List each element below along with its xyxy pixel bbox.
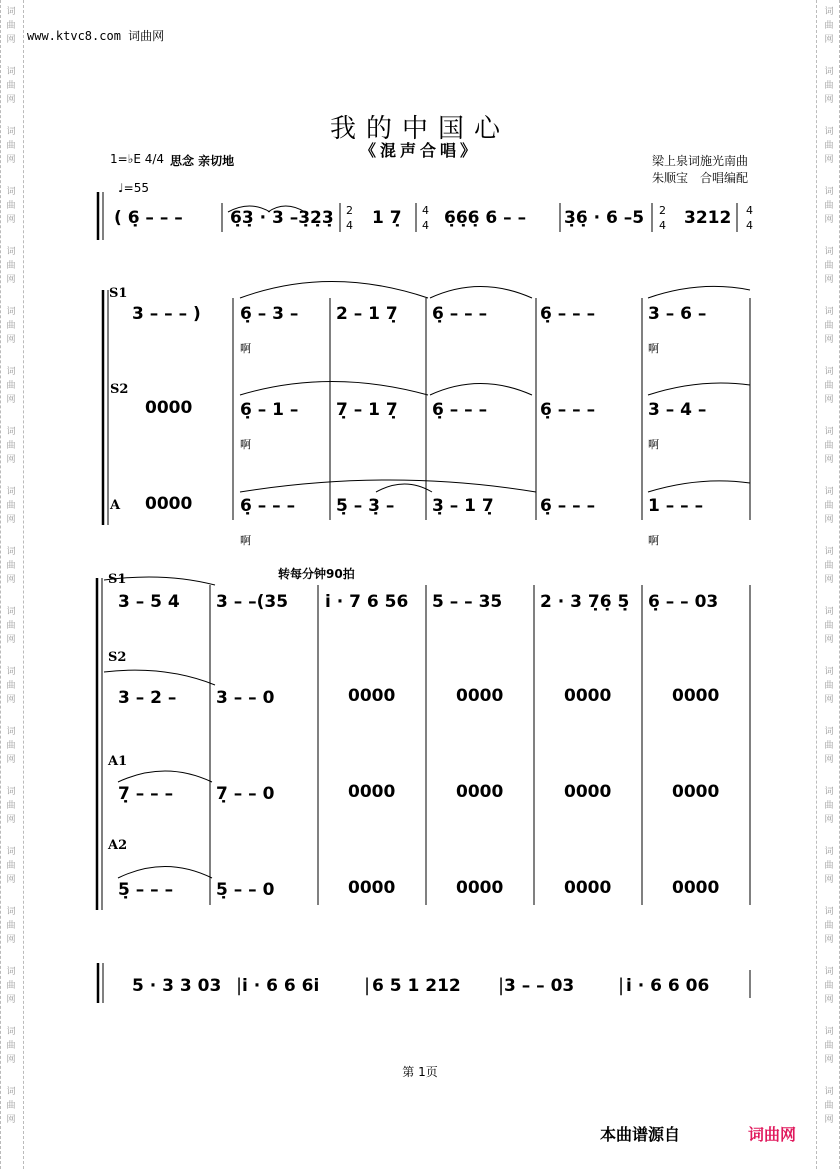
svg-text:|: | [618, 975, 625, 996]
watermark-glyph: 网 [824, 815, 834, 825]
watermark-glyph: 词 [6, 1027, 16, 1037]
part-label-s2: S2 [110, 382, 129, 397]
watermark-glyph: 网 [824, 455, 834, 465]
svg-text:6̣ – – –: 6̣ – – – [432, 304, 488, 324]
watermark-glyph: 词 [824, 907, 834, 917]
svg-text:3 – 4 –: 3 – 4 – [648, 400, 707, 420]
watermark-glyph: 曲 [824, 741, 834, 751]
watermark-glyph: 曲 [824, 981, 834, 991]
watermark-glyph: 网 [824, 95, 834, 105]
watermark-glyph: 网 [824, 935, 834, 945]
svg-text:3 – 6 –: 3 – 6 – [648, 304, 707, 324]
watermark-glyph: 网 [6, 395, 16, 405]
watermark-glyph: 曲 [824, 441, 834, 451]
s2-notes-b [118, 688, 275, 708]
svg-text:i · 6 6 06: i · 6 6 06 [626, 976, 710, 996]
watermark-glyph: 词 [6, 427, 16, 437]
svg-text:6̣ – – 03: 6̣ – – 03 [648, 592, 719, 612]
watermark-glyph: 网 [6, 155, 16, 165]
watermark-glyph: 词 [6, 847, 16, 857]
svg-text:5 · 3 3 03: 5 · 3 3 03 [132, 976, 222, 996]
rest-s2: 0000 [145, 398, 193, 418]
watermark-glyph: 词 [824, 787, 834, 797]
watermark-glyph: 网 [6, 935, 16, 945]
svg-text:4: 4 [346, 219, 353, 232]
rest-a2-m4: 0000 [456, 878, 504, 898]
arranger: 朱顺宝 合唱编配 [652, 171, 749, 185]
rest-a: 0000 [145, 494, 193, 514]
rest-a1-m5: 0000 [564, 782, 612, 802]
watermark-glyph: 曲 [6, 441, 16, 451]
svg-text:3 – 2 –: 3 – 2 – [118, 688, 177, 708]
watermark-glyph: 网 [6, 275, 16, 285]
svg-text:5̣ – 3̣ –: 5̣ – 3̣ – [336, 496, 395, 516]
watermark-glyph: 词 [824, 727, 834, 737]
svg-text:6̣ – 1 –: 6̣ – 1 – [240, 400, 299, 420]
watermark-glyph: 网 [6, 1115, 16, 1125]
watermark-glyph: 网 [824, 275, 834, 285]
svg-text:3 – – 0: 3 – – 0 [216, 688, 275, 708]
watermark-glyph: 词 [824, 127, 834, 137]
part-label-s1: S1 [109, 286, 128, 301]
watermark-glyph: 曲 [824, 321, 834, 331]
svg-text:2: 2 [659, 204, 666, 217]
watermark-glyph: 网 [6, 995, 16, 1005]
s2-notes-a [240, 400, 706, 420]
key-signature: 1=♭E 4/4 [110, 152, 165, 166]
watermark-glyph: 曲 [824, 801, 834, 811]
watermark-glyph: 曲 [824, 1041, 834, 1051]
watermark-glyph: 网 [824, 335, 834, 345]
watermark-glyph: 曲 [824, 261, 834, 271]
watermark-glyph: 网 [824, 215, 834, 225]
part-label-s1-b: S1 [108, 572, 127, 587]
watermark-glyph: 词 [824, 547, 834, 557]
lyricist-composer: 梁上泉词施光南曲 [652, 154, 749, 168]
svg-text:3212: 3212 [684, 208, 732, 228]
watermark-glyph: 曲 [6, 141, 16, 151]
svg-text:7̣ – 1 7̣: 7̣ – 1 7̣ [336, 400, 398, 420]
watermark-glyph: 网 [6, 215, 16, 225]
svg-text:3̣ – 1 7̣: 3̣ – 1 7̣ [432, 496, 494, 516]
watermark-glyph: 曲 [824, 21, 834, 31]
watermark-glyph: 网 [824, 695, 834, 705]
svg-text:( 6̣ – – –: ( 6̣ – – – [114, 208, 183, 228]
site-url[interactable]: www.ktvc8.com 词曲网 [27, 29, 165, 43]
watermark-glyph: 曲 [6, 861, 16, 871]
rest-a1-m3: 0000 [348, 782, 396, 802]
rest-a2-m6: 0000 [672, 878, 720, 898]
svg-text:6̣ – – –: 6̣ – – – [540, 496, 596, 516]
watermark-glyph: 曲 [6, 261, 16, 271]
alto-notes-a [240, 496, 703, 516]
intro-notes [114, 204, 753, 232]
tempo-change: 转每分钟90拍 [278, 567, 355, 581]
svg-text:7̣ – – 0: 7̣ – – 0 [216, 784, 275, 804]
svg-text:2 · 3 7̣6̣ 5̣: 2 · 3 7̣6̣ 5̣ [540, 592, 630, 612]
watermark-glyph: 曲 [6, 621, 16, 631]
watermark-glyph: 曲 [6, 81, 16, 91]
watermark-glyph: 曲 [824, 921, 834, 931]
watermark-glyph: 曲 [824, 1101, 834, 1111]
watermark-glyph: 词 [6, 547, 16, 557]
svg-text:6̣ – – –: 6̣ – – – [432, 400, 488, 420]
watermark-glyph: 词 [824, 67, 834, 77]
svg-text:|: | [236, 975, 243, 996]
part-label-s2-b: S2 [108, 650, 127, 665]
watermark-glyph: 词 [6, 487, 16, 497]
song-subtitle: 《混声合唱》 [359, 141, 480, 160]
svg-text:6̣ – – –: 6̣ – – – [240, 496, 296, 516]
watermark-glyph: 词 [824, 1087, 834, 1097]
watermark-glyph: 网 [824, 755, 834, 765]
watermark-glyph: 词 [824, 187, 834, 197]
watermark-glyph: 曲 [824, 561, 834, 571]
lyric-s1: 啊 [240, 342, 251, 355]
watermark-glyph: 词 [6, 607, 16, 617]
watermark-glyph: 曲 [824, 501, 834, 511]
watermark-glyph: 网 [824, 995, 834, 1005]
watermark-glyph: 网 [6, 755, 16, 765]
watermark-glyph: 词 [824, 367, 834, 377]
lyric-a: 啊 [240, 534, 251, 547]
watermark-glyph: 词 [824, 967, 834, 977]
brand-link[interactable]: 词曲网 [748, 1125, 797, 1144]
svg-text:5̣ – – 0: 5̣ – – 0 [216, 880, 275, 900]
svg-text:6̣ – 3 –: 6̣ – 3 – [240, 304, 299, 324]
svg-text:6̣ – – –: 6̣ – – – [540, 400, 596, 420]
watermark-glyph: 词 [6, 67, 16, 77]
svg-text:5̣ – – –: 5̣ – – – [118, 880, 174, 900]
watermark-glyph: 网 [6, 35, 16, 45]
rest-s2-m4: 0000 [456, 686, 504, 706]
svg-text:6̣6̣6̣ 6 – –: 6̣6̣6̣ 6 – – [444, 208, 527, 228]
watermark-glyph: 曲 [6, 741, 16, 751]
watermark-glyph: 词 [824, 607, 834, 617]
rest-a2-m5: 0000 [564, 878, 612, 898]
lyric-s2: 啊 [240, 438, 251, 451]
watermark-glyph: 网 [6, 575, 16, 585]
mood-marking: 思念 亲切地 [170, 154, 235, 168]
a1-notes-b [118, 784, 275, 804]
svg-text:1 7̣: 1 7̣ [372, 208, 402, 228]
watermark-glyph: 曲 [6, 201, 16, 211]
watermark-glyph: 网 [6, 95, 16, 105]
watermark-glyph: 曲 [6, 921, 16, 931]
svg-text:3 – – – ): 3 – – – ) [132, 304, 201, 324]
watermark-glyph: 曲 [6, 501, 16, 511]
rest-a1-m4: 0000 [456, 782, 504, 802]
svg-text:3 – – 03: 3 – – 03 [504, 976, 575, 996]
part-label-a1: A1 [108, 754, 128, 769]
watermark-glyph: 词 [6, 907, 16, 917]
watermark-glyph: 词 [6, 367, 16, 377]
watermark-glyph: 曲 [824, 621, 834, 631]
watermark-glyph: 曲 [6, 1101, 16, 1111]
source-label: 本曲谱源自 [600, 1125, 681, 1144]
watermark-glyph: 词 [824, 487, 834, 497]
watermark-glyph: 词 [824, 427, 834, 437]
watermark-glyph: 网 [824, 395, 834, 405]
watermark-glyph: 曲 [6, 681, 16, 691]
watermark-glyph: 词 [6, 247, 16, 257]
watermark-glyph: 网 [6, 815, 16, 825]
watermark-glyph: 曲 [824, 681, 834, 691]
svg-text:|: | [364, 975, 371, 996]
song-title: 我的中国心 [329, 114, 510, 144]
watermark-glyph: 网 [824, 875, 834, 885]
svg-text:7̣ – – –: 7̣ – – – [118, 784, 174, 804]
watermark-glyph: 词 [824, 1027, 834, 1037]
watermark-glyph: 网 [6, 335, 16, 345]
watermark-glyph: 网 [824, 635, 834, 645]
svg-text:i · 7 6 56: i · 7 6 56 [325, 592, 409, 612]
svg-text:3̣6̣ · 6 –5: 3̣6̣ · 6 –5 [564, 208, 645, 228]
svg-text:6̣ – – –: 6̣ – – – [540, 304, 596, 324]
svg-text:4: 4 [746, 204, 753, 217]
watermark-glyph: 词 [6, 1087, 16, 1097]
watermark-glyph: 网 [824, 1055, 834, 1065]
watermark-glyph: 网 [824, 1115, 834, 1125]
watermark-glyph: 网 [6, 635, 16, 645]
watermark-glyph: 曲 [6, 21, 16, 31]
watermark-glyph: 曲 [824, 81, 834, 91]
watermark-glyph: 曲 [824, 861, 834, 871]
svg-text:4: 4 [422, 204, 429, 217]
svg-text:2: 2 [346, 204, 353, 217]
watermark-glyph: 网 [6, 515, 16, 525]
lyric-s2-b: 啊 [648, 438, 659, 451]
watermark-glyph: 词 [824, 307, 834, 317]
choir-system-2 [97, 577, 750, 910]
s1-notes-a [132, 304, 706, 324]
watermark-glyph: 曲 [824, 381, 834, 391]
watermark-glyph: 网 [6, 875, 16, 885]
svg-text:4: 4 [422, 219, 429, 232]
melody-notes [132, 975, 709, 996]
svg-text:2 – 1 7̣: 2 – 1 7̣ [336, 304, 398, 324]
watermark-glyph: 曲 [6, 801, 16, 811]
watermark-glyph: 词 [6, 967, 16, 977]
watermark-glyph: 曲 [6, 981, 16, 991]
watermark-glyph: 词 [6, 187, 16, 197]
watermark-glyph: 词 [6, 7, 16, 17]
watermark-glyph: 曲 [6, 381, 16, 391]
watermark-glyph: 网 [6, 695, 16, 705]
svg-text:6̣3̣ · 3 –3̣2̣3̣: 6̣3̣ · 3 –3̣2̣3̣ [230, 208, 334, 228]
lyric-s1-b: 啊 [648, 342, 659, 355]
rest-a2-m3: 0000 [348, 878, 396, 898]
rest-s2-m5: 0000 [564, 686, 612, 706]
svg-text:i · 6 6 6i: i · 6 6 6i [242, 976, 320, 996]
watermark-glyph: 网 [824, 155, 834, 165]
watermark-glyph: 网 [824, 35, 834, 45]
watermark-glyph: 网 [824, 575, 834, 585]
watermark-glyph: 词 [6, 307, 16, 317]
svg-text:3 – –(35: 3 – –(35 [216, 592, 289, 612]
watermark-glyph: 曲 [6, 321, 16, 331]
watermark-glyph: 词 [6, 727, 16, 737]
svg-text:6 5 1 212: 6 5 1 212 [372, 976, 461, 996]
a2-notes-b [118, 880, 275, 900]
svg-text:4: 4 [746, 219, 753, 232]
watermark-glyph: 网 [6, 1055, 16, 1065]
watermark-glyph: 词 [824, 247, 834, 257]
s1-notes-b [118, 592, 718, 612]
rest-a1-m6: 0000 [672, 782, 720, 802]
watermark-glyph: 词 [6, 127, 16, 137]
svg-text:4: 4 [659, 219, 666, 232]
watermark-glyph: 曲 [6, 1041, 16, 1051]
watermark-glyph: 词 [6, 787, 16, 797]
svg-text:3 – 5 4: 3 – 5 4 [118, 592, 180, 612]
watermark-glyph: 曲 [6, 561, 16, 571]
part-label-a2: A2 [108, 838, 128, 853]
svg-text:1 – – –: 1 – – – [648, 496, 704, 516]
watermark-glyph: 词 [824, 7, 834, 17]
watermark-glyph: 网 [824, 515, 834, 525]
svg-text:5 – – 35: 5 – – 35 [432, 592, 503, 612]
svg-text:|: | [498, 975, 505, 996]
watermark-glyph: 曲 [824, 141, 834, 151]
part-label-a: A [110, 498, 121, 513]
watermark-glyph: 词 [6, 667, 16, 677]
rest-s2-m3: 0000 [348, 686, 396, 706]
lyric-a-b: 啊 [648, 534, 659, 547]
watermark-glyph: 网 [6, 455, 16, 465]
metronome-mark: ♩=55 [118, 181, 149, 195]
rest-s2-m6: 0000 [672, 686, 720, 706]
watermark-glyph: 词 [824, 667, 834, 677]
watermark-glyph: 词 [824, 847, 834, 857]
page-number: 第 1页 [402, 1065, 438, 1079]
watermark-glyph: 曲 [824, 201, 834, 211]
